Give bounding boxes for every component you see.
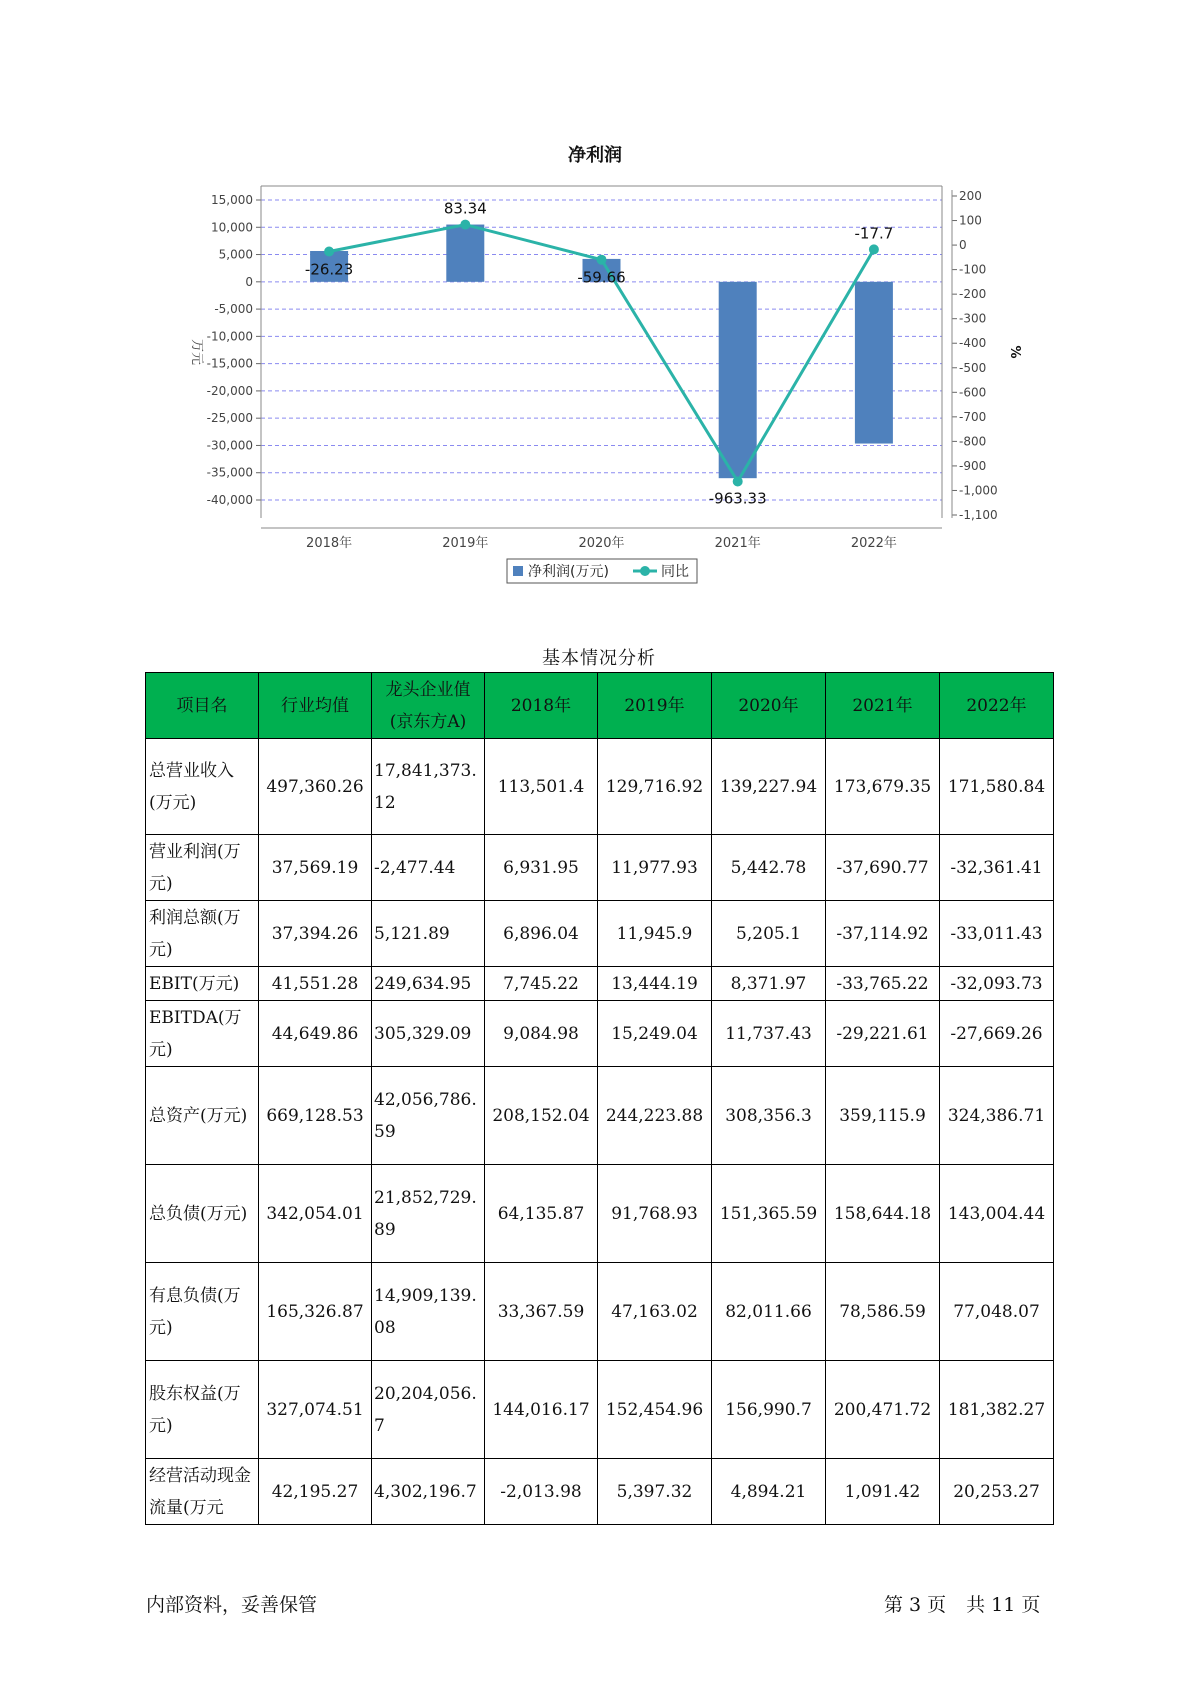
row-label: 总资产(万元) bbox=[146, 1067, 259, 1165]
legend-line-marker bbox=[640, 566, 650, 576]
y-tick-label: 15,000 bbox=[211, 193, 253, 207]
table-cell: -33,011.43 bbox=[940, 901, 1054, 967]
header-2021: 2021年 bbox=[826, 673, 940, 739]
y-tick-label: -35,000 bbox=[206, 465, 253, 480]
bar bbox=[719, 282, 757, 478]
table-cell: 82,011.66 bbox=[712, 1263, 826, 1361]
table-cell: 6,931.95 bbox=[485, 835, 598, 901]
table-cell: -29,221.61 bbox=[826, 1001, 940, 1067]
y2-tick-label: -400 bbox=[959, 336, 987, 351]
row-label: EBITDA(万元) bbox=[146, 1001, 259, 1067]
table-title: 基本情况分析 bbox=[542, 648, 656, 669]
table-cell: 669,128.53 bbox=[259, 1067, 372, 1165]
table-row bbox=[146, 1067, 1054, 1165]
bar bbox=[855, 282, 893, 444]
yoy-point bbox=[460, 220, 470, 230]
row-label: 股东权益(万元) bbox=[146, 1361, 259, 1459]
table-cell: 33,367.59 bbox=[485, 1263, 598, 1361]
table-row bbox=[146, 835, 1054, 901]
y2-tick-label: -200 bbox=[959, 287, 987, 302]
row-label: 营业利润(万元) bbox=[146, 835, 259, 901]
y2-tick-label: 200 bbox=[959, 189, 982, 203]
table-cell: 7,745.22 bbox=[485, 967, 598, 1001]
row-label: 有息负债(万元) bbox=[146, 1263, 259, 1361]
table-cell: 64,135.87 bbox=[485, 1165, 598, 1263]
table-cell: -37,690.77 bbox=[826, 835, 940, 901]
table-row bbox=[146, 1361, 1054, 1459]
table-cell: 171,580.84 bbox=[940, 739, 1054, 835]
row-label: 总负债(万元) bbox=[146, 1165, 259, 1263]
table-cell: 244,223.88 bbox=[598, 1067, 712, 1165]
total-label-1: 共 bbox=[966, 1594, 986, 1616]
table-cell: -32,361.41 bbox=[940, 835, 1054, 901]
table-cell: 15,249.04 bbox=[598, 1001, 712, 1067]
header-item-name: 项目名 bbox=[146, 673, 259, 739]
y2-tick-label: 0 bbox=[959, 238, 967, 253]
y-tick-label: 5,000 bbox=[218, 247, 253, 262]
header-2020: 2020年 bbox=[712, 673, 826, 739]
y2-tick-label: -900 bbox=[959, 458, 987, 473]
table-cell: -2,013.98 bbox=[485, 1459, 598, 1525]
table-cell: 5,121.89 bbox=[372, 901, 485, 967]
table-cell: 44,649.86 bbox=[259, 1001, 372, 1067]
table-cell: 139,227.94 bbox=[712, 739, 826, 835]
table-cell: 37,394.26 bbox=[259, 901, 372, 967]
net-profit-chart bbox=[0, 0, 1191, 600]
row-label: 经营活动现金流量(万元 bbox=[146, 1459, 259, 1525]
table-row bbox=[146, 901, 1054, 967]
yoy-point bbox=[324, 247, 334, 257]
page-label-2: 页 bbox=[927, 1594, 947, 1616]
table-cell: 42,195.27 bbox=[259, 1459, 372, 1525]
x-tick-label: 2019年 bbox=[442, 536, 489, 551]
total-label-2: 页 bbox=[1021, 1594, 1041, 1616]
y2-tick-label: -300 bbox=[959, 311, 987, 326]
table-cell: 37,569.19 bbox=[259, 835, 372, 901]
table-row bbox=[146, 1459, 1054, 1525]
row-label: EBIT(万元) bbox=[146, 967, 259, 1001]
legend-line-label: 同比 bbox=[661, 564, 689, 580]
total-pages: 11 bbox=[991, 1594, 1016, 1616]
header-industry-avg: 行业均值 bbox=[259, 673, 372, 739]
legend-bar-label: 净利润(万元) bbox=[528, 564, 609, 580]
table-cell: 41,551.28 bbox=[259, 967, 372, 1001]
table-cell: 77,048.07 bbox=[940, 1263, 1054, 1361]
table-cell: 165,326.87 bbox=[259, 1263, 372, 1361]
header-2018: 2018年 bbox=[485, 673, 598, 739]
chart-title: 净利润 bbox=[568, 145, 622, 166]
table-cell: 249,634.95 bbox=[372, 967, 485, 1001]
table-cell: 9,084.98 bbox=[485, 1001, 598, 1067]
table-cell: 5,442.78 bbox=[712, 835, 826, 901]
page-label-1: 第 bbox=[884, 1594, 904, 1616]
data-label: 83.34 bbox=[443, 199, 487, 218]
table-cell: 200,471.72 bbox=[826, 1361, 940, 1459]
table-cell: 151,365.59 bbox=[712, 1165, 826, 1263]
row-label: 总营业收入(万元) bbox=[146, 739, 259, 835]
table-cell: -2,477.44 bbox=[372, 835, 485, 901]
table-cell: 14,909,139.08 bbox=[372, 1263, 485, 1361]
table-cell: 181,382.27 bbox=[940, 1361, 1054, 1459]
table-cell: 11,977.93 bbox=[598, 835, 712, 901]
legend-bar-swatch bbox=[513, 566, 523, 576]
y2-tick-label: -500 bbox=[959, 360, 987, 375]
x-tick-label: 2021年 bbox=[714, 536, 761, 551]
header-2022: 2022年 bbox=[940, 673, 1054, 739]
y2-tick-label: -600 bbox=[959, 385, 987, 400]
table-cell: 327,074.51 bbox=[259, 1361, 372, 1459]
y-tick-label: 0 bbox=[245, 274, 253, 289]
table-row bbox=[146, 967, 1054, 1001]
header-leader-value: 龙头企业值(京东方A) bbox=[372, 673, 485, 739]
table-row bbox=[146, 739, 1054, 835]
table-cell: 11,945.9 bbox=[598, 901, 712, 967]
y2-tick-label: -700 bbox=[959, 409, 987, 424]
page-number: 3 bbox=[909, 1594, 922, 1616]
table-cell: 5,397.32 bbox=[598, 1459, 712, 1525]
table-cell: 158,644.18 bbox=[826, 1165, 940, 1263]
table-cell: 144,016.17 bbox=[485, 1361, 598, 1459]
table-cell: 152,454.96 bbox=[598, 1361, 712, 1459]
table-cell: 324,386.71 bbox=[940, 1067, 1054, 1165]
table-row bbox=[146, 1165, 1054, 1263]
table-cell: 13,444.19 bbox=[598, 967, 712, 1001]
y-tick-label: -5,000 bbox=[214, 302, 253, 317]
table-cell: 17,841,373.12 bbox=[372, 739, 485, 835]
table-cell: 208,152.04 bbox=[485, 1067, 598, 1165]
plot-area bbox=[261, 186, 942, 518]
y-tick-label: -30,000 bbox=[206, 438, 253, 453]
table-cell: 497,360.26 bbox=[259, 739, 372, 835]
y-axis-label: 万元 bbox=[189, 338, 204, 366]
table-cell: 6,896.04 bbox=[485, 901, 598, 967]
table-header-row bbox=[146, 673, 1054, 739]
table-cell: 342,054.01 bbox=[259, 1165, 372, 1263]
y2-tick-label: 100 bbox=[959, 213, 982, 228]
table-cell: 129,716.92 bbox=[598, 739, 712, 835]
yoy-point bbox=[869, 244, 879, 254]
table-cell: 359,115.9 bbox=[826, 1067, 940, 1165]
y-tick-label: -40,000 bbox=[206, 493, 253, 507]
x-tick-label: 2022年 bbox=[850, 536, 897, 551]
table-cell: -27,669.26 bbox=[940, 1001, 1054, 1067]
data-label: -963.33 bbox=[708, 489, 767, 508]
table-cell: 20,204,056.7 bbox=[372, 1361, 485, 1459]
table-cell: 47,163.02 bbox=[598, 1263, 712, 1361]
data-label: -17.7 bbox=[854, 224, 894, 243]
table-cell: 21,852,729.89 bbox=[372, 1165, 485, 1263]
table-cell: 4,302,196.7 bbox=[372, 1459, 485, 1525]
table-cell: 143,004.44 bbox=[940, 1165, 1054, 1263]
table-row bbox=[146, 1263, 1054, 1361]
table-row bbox=[146, 1001, 1054, 1067]
table-cell: 42,056,786.59 bbox=[372, 1067, 485, 1165]
table-cell: -32,093.73 bbox=[940, 967, 1054, 1001]
y2-tick-label: -800 bbox=[959, 434, 987, 449]
data-label: -26.23 bbox=[304, 260, 354, 279]
y-tick-label: -25,000 bbox=[206, 411, 253, 426]
y2-tick-label: -1,000 bbox=[959, 483, 998, 498]
y-tick-label: -15,000 bbox=[206, 356, 253, 371]
y-tick-label: -20,000 bbox=[206, 383, 253, 398]
table-cell: -33,765.22 bbox=[826, 967, 940, 1001]
table-cell: -37,114.92 bbox=[826, 901, 940, 967]
row-label: 利润总额(万元) bbox=[146, 901, 259, 967]
table-cell: 1,091.42 bbox=[826, 1459, 940, 1525]
y2-tick-label: -1,100 bbox=[959, 508, 998, 522]
y-tick-label: -10,000 bbox=[206, 329, 253, 344]
table-cell: 305,329.09 bbox=[372, 1001, 485, 1067]
confidential-note: 内部资料，妥善保管 bbox=[146, 1594, 318, 1616]
yoy-point bbox=[597, 255, 607, 265]
page-indicator bbox=[884, 1590, 1046, 1617]
chart-canvas bbox=[0, 0, 1191, 600]
data-label: -59.66 bbox=[577, 268, 626, 287]
x-tick-label: 2018年 bbox=[306, 536, 353, 551]
table-cell: 11,737.43 bbox=[712, 1001, 826, 1067]
header-2019: 2019年 bbox=[598, 673, 712, 739]
table-cell: 4,894.21 bbox=[712, 1459, 826, 1525]
bar bbox=[446, 225, 484, 282]
y-tick-label: 10,000 bbox=[211, 220, 253, 235]
table-cell: 173,679.35 bbox=[826, 739, 940, 835]
table-cell: 5,205.1 bbox=[712, 901, 826, 967]
table-cell: 308,356.3 bbox=[712, 1067, 826, 1165]
table-cell: 78,586.59 bbox=[826, 1263, 940, 1361]
table-cell: 113,501.4 bbox=[485, 739, 598, 835]
table-cell: 8,371.97 bbox=[712, 967, 826, 1001]
table-cell: 20,253.27 bbox=[940, 1459, 1054, 1525]
y2-axis-label: % bbox=[1007, 345, 1022, 359]
x-tick-label: 2020年 bbox=[578, 536, 625, 551]
y2-tick-label: -100 bbox=[959, 262, 987, 277]
yoy-point bbox=[733, 476, 743, 486]
table-cell: 91,768.93 bbox=[598, 1165, 712, 1263]
basic-analysis-table bbox=[145, 672, 1054, 1525]
table-cell: 156,990.7 bbox=[712, 1361, 826, 1459]
